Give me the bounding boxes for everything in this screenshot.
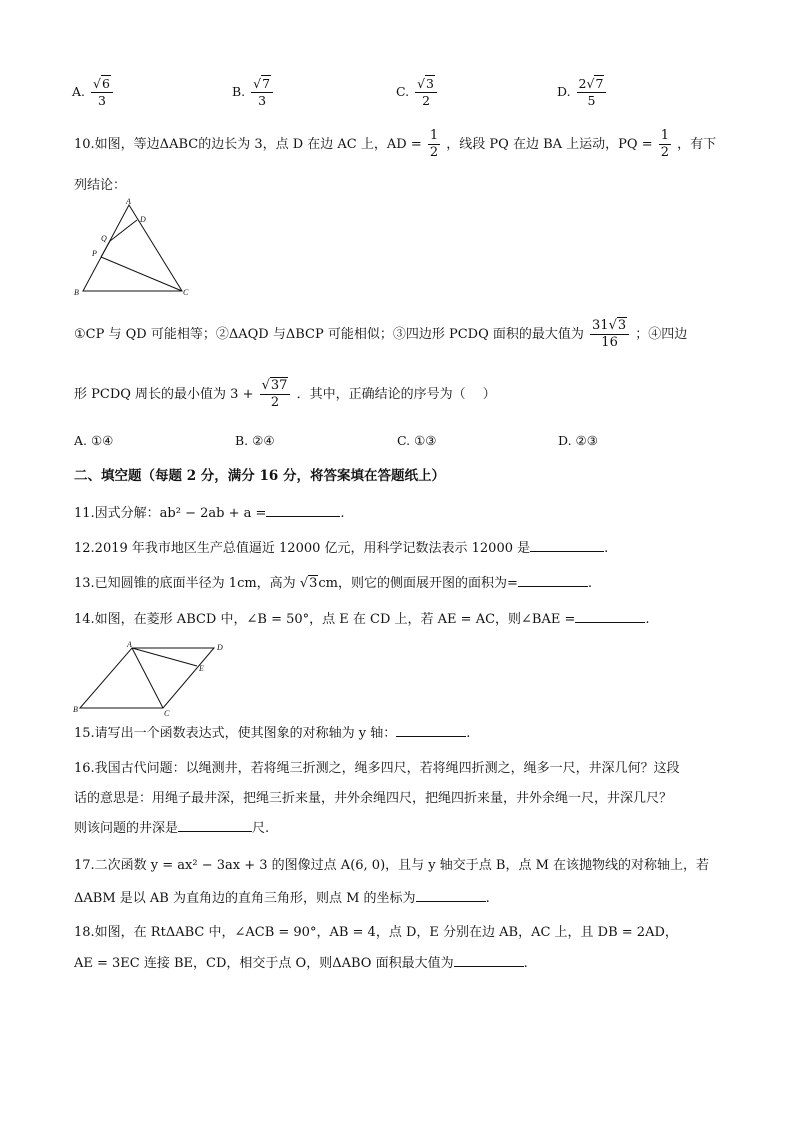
point-label-e: E bbox=[199, 664, 204, 673]
q10-option-b: B. ②④ bbox=[235, 433, 275, 448]
q14: 14.如图，在菱形 ABCD 中，∠B = 50°，点 E 在 CD 上，若 AE = AC，则∠BAE = . bbox=[74, 612, 650, 627]
vertex-label-c: C bbox=[183, 288, 189, 297]
q10-triangle-figure bbox=[70, 196, 195, 298]
q9-option-c: C. $\frac{√3}{2}$ bbox=[396, 76, 439, 109]
q16-line-2: 话的意思是：用绳子最井深，把绳三折来量，井外余绳四尺，把绳四折来量，井外余绳一尺，井深几尺？ bbox=[74, 791, 673, 806]
point-label-q: Q bbox=[101, 234, 107, 243]
q12: 12.2019 年我市地区生产总值逼近 12000 亿元，用科学记数法表示 12000 是 . bbox=[74, 541, 609, 556]
q12-answer-blank[interactable] bbox=[530, 539, 604, 552]
q13: 13.已知圆锥的底面半径为 1cm，高为 √3cm，则它的侧面展开图的面积为= . bbox=[74, 576, 593, 591]
q17-line-1: 17.二次函数 y = ax² − 3ax + 3 的图像过点 A(6, 0)，且与 y 轴交于点 B，点 M 在该抛物线的对称轴上，若 bbox=[74, 858, 710, 873]
segment-pc bbox=[101, 257, 182, 291]
q10-line-1: 10.如图，等边ΔABC的边长为 3，点 D 在边 AC 上，AD = $\frac{1}{2}$ ，线段 PQ 在边 BA 上运动，PQ = $\frac{1}{2}$ ，有下 bbox=[74, 128, 717, 160]
segment-ac bbox=[132, 648, 163, 708]
q9-option-a: A. $\frac{√6}{3}$ bbox=[72, 76, 115, 109]
q14-answer-blank[interactable] bbox=[575, 610, 645, 623]
q10-option-d: D. ②③ bbox=[558, 433, 598, 448]
q17-line-2: ΔABM 是以 AB 为直角边的直角三角形，则点 M 的坐标为 . bbox=[74, 891, 490, 906]
vertex-label-d: D bbox=[217, 643, 223, 652]
q15-answer-blank[interactable] bbox=[396, 724, 466, 737]
vertex-label-a: A bbox=[127, 640, 132, 649]
point-label-d: D bbox=[140, 215, 146, 224]
q11: 11.因式分解：ab² − 2ab + a = . bbox=[74, 506, 345, 521]
section-2-title: 二、填空题（每题 2 分，满分 16 分，将答案填在答题纸上） bbox=[74, 468, 445, 484]
q10-line-2: 列结论： bbox=[74, 178, 127, 193]
q18-line-2: AE = 3EC 连接 BE，CD，相交于点 O，则ΔABO 面积最大值为 . bbox=[74, 956, 528, 971]
q16-line-3: 则该问题的井深是 尺. bbox=[74, 821, 270, 836]
vertex-label-a: A bbox=[126, 197, 131, 206]
vertex-label-b: B bbox=[73, 705, 78, 714]
vertex-label-c: C bbox=[164, 709, 170, 718]
q16-line-1: 16.我国古代问题：以绳测井，若将绳三折测之，绳多四尺，若将绳四折测之，绳多一尺，井深几何？这段 bbox=[74, 761, 680, 776]
q15: 15.请写出一个函数表达式，使其图象的对称轴为 y 轴： . bbox=[74, 726, 471, 741]
q10-line-3: ①CP 与 QD 可能相等；②ΔAQD 与ΔBCP 可能相似；③四边形 PCDQ 面积的最大值为 $\frac{31√3}{16}$ ；④四边 bbox=[74, 318, 688, 350]
vertex-label-b: B bbox=[74, 288, 79, 297]
triangle-abc bbox=[83, 205, 182, 291]
q11-answer-blank[interactable] bbox=[266, 504, 340, 517]
q17-answer-blank[interactable] bbox=[416, 889, 486, 902]
segment-ae bbox=[132, 648, 197, 666]
q18-line-1: 18.如图，在 RtΔABC 中，∠ACB = 90°，AB = 4，点 D，E 分别在边 AB，AC 上，且 DB = 2AD， bbox=[74, 925, 678, 940]
segment-qd bbox=[110, 220, 137, 241]
q9-option-d: D. $\frac{2√7}{5}$ bbox=[557, 76, 608, 109]
q9-option-b: B. $\frac{√7}{3}$ bbox=[232, 76, 275, 109]
q14-rhombus-figure bbox=[70, 640, 235, 718]
q13-answer-blank[interactable] bbox=[518, 574, 588, 587]
q18-answer-blank[interactable] bbox=[454, 954, 524, 967]
q10-option-c: C. ①③ bbox=[397, 433, 437, 448]
q10-line-4: 形 PCDQ 周长的最小值为 3 + $\frac{√37}{2}$ ．其中，正确结论的序号为（ ） bbox=[74, 378, 496, 410]
segment-pq bbox=[101, 241, 110, 257]
q10-option-a: A. ①④ bbox=[74, 433, 114, 448]
point-label-p: P bbox=[92, 249, 97, 258]
q16-answer-blank[interactable] bbox=[178, 819, 252, 832]
